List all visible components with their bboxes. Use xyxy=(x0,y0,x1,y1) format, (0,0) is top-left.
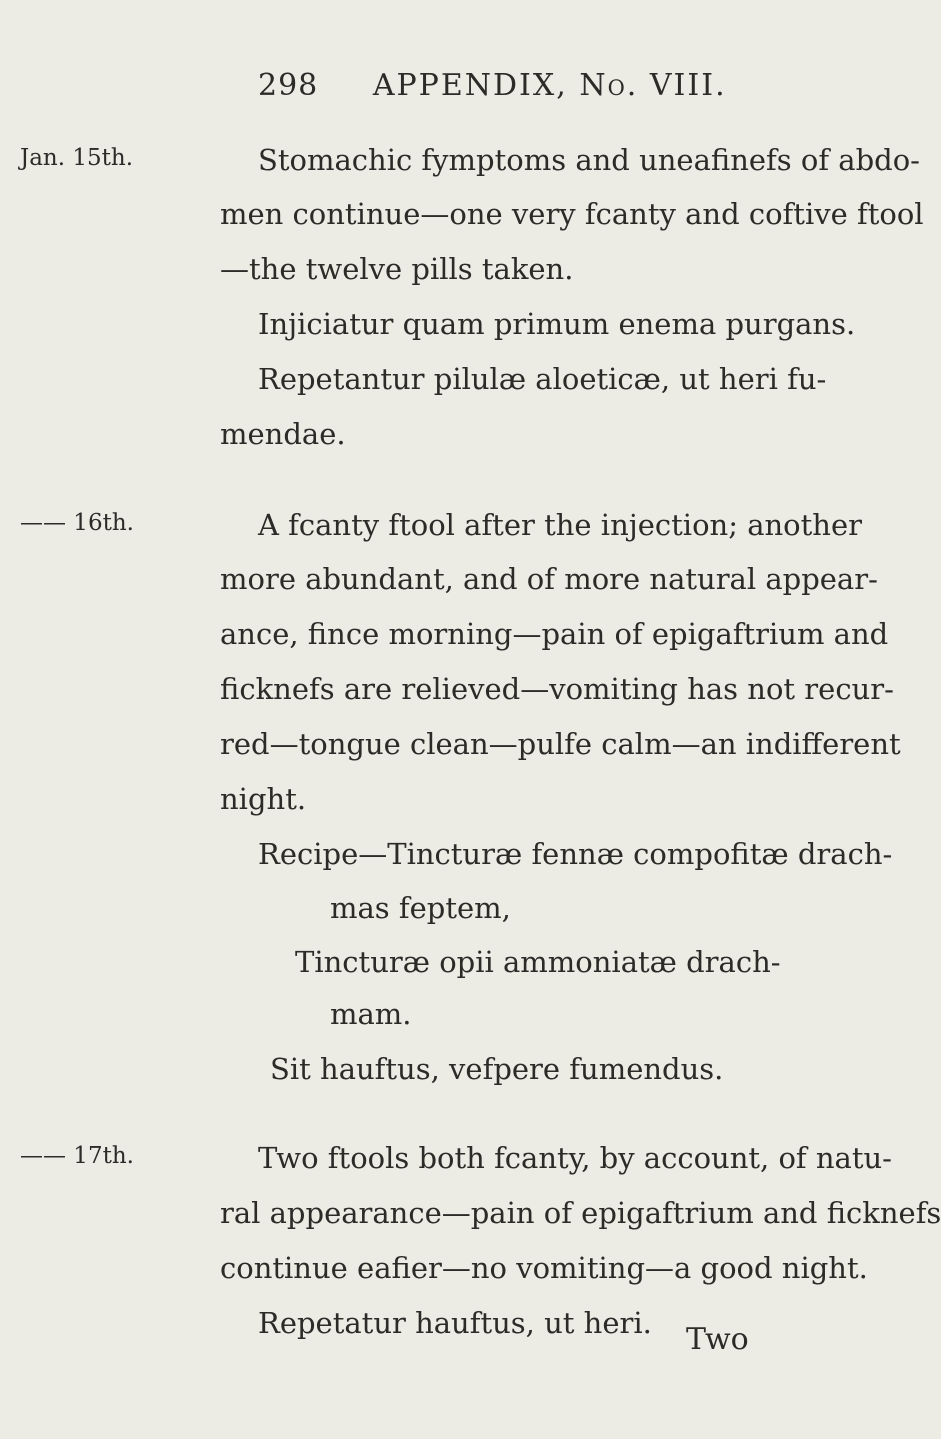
text-line: Tincturæ opii ammoniatæ drach- xyxy=(295,945,781,979)
text-line: Recipe—Tincturæ fennæ compofitæ drach- xyxy=(258,837,893,871)
text-line: Injiciatur quam primum enema purgans. xyxy=(258,307,856,341)
margin-date: —— 16th. xyxy=(20,510,134,536)
text-line: A fcanty ftool after the injection; another xyxy=(258,508,862,542)
text-line: Sit hauftus, vefpere fumendus. xyxy=(270,1052,724,1086)
page-number: 298 xyxy=(258,68,319,103)
text-line: continue eafier—no vomiting—a good night. xyxy=(220,1251,868,1285)
running-header xyxy=(258,68,727,103)
text-line: ficknefs are relieved—vomiting has not recur- xyxy=(220,672,894,706)
text-line: —the twelve pills taken. xyxy=(220,252,574,286)
text-line: mendae. xyxy=(220,417,346,451)
text-line: Two ftools both fcanty, by account, of natu- xyxy=(258,1141,892,1175)
text-line: men continue—one very fcanty and coftive ftool xyxy=(220,197,924,231)
text-line: mas feptem, xyxy=(330,891,511,925)
text-line: night. xyxy=(220,782,307,816)
text-line: Repetantur pilulæ aloeticæ, ut heri fu- xyxy=(258,362,827,396)
margin-date: —— 17th. xyxy=(20,1143,134,1169)
text-line: ral appearance—pain of epigaftrium and ficknefs xyxy=(220,1196,941,1230)
text-line: Stomachic fymptoms and uneafinefs of abdo- xyxy=(258,143,920,177)
text-line: more abundant, and of more natural appear- xyxy=(220,562,878,596)
margin-date: Jan. 15th. xyxy=(20,145,134,171)
text-line: red—tongue clean—pulfe calm—an indifferent xyxy=(220,727,901,761)
header-title: APPENDIX, No. VIII. xyxy=(372,68,727,103)
text-line: ance, fince morning—pain of epigaftrium and xyxy=(220,617,889,651)
text-line: Repetatur hauftus, ut heri. xyxy=(258,1306,652,1340)
text-line: mam. xyxy=(330,997,412,1031)
catchword: Two xyxy=(686,1322,749,1357)
